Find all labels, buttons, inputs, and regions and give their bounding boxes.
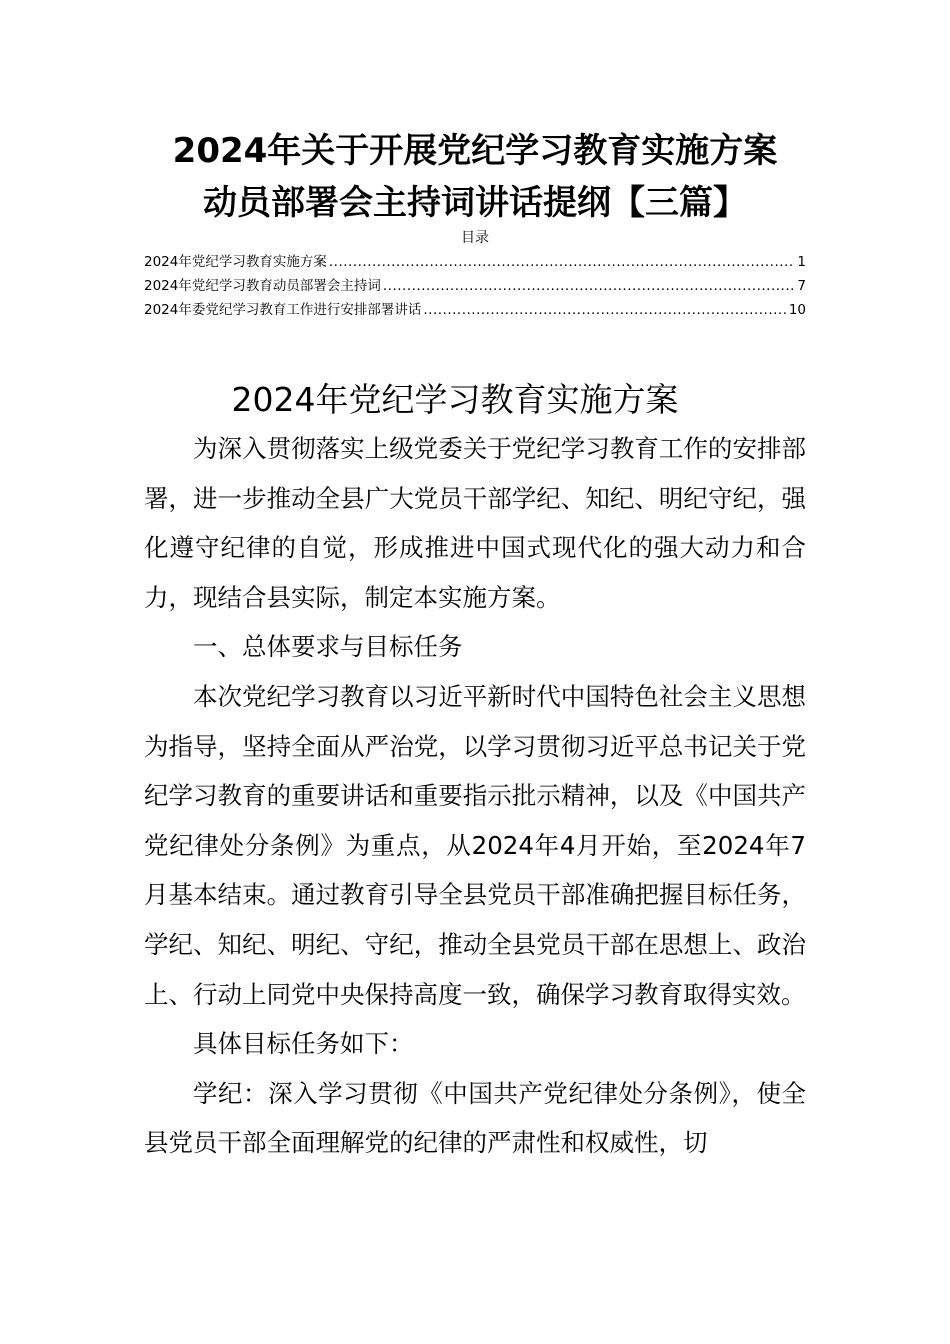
- section-title: 2024年党纪学习教育实施方案: [231, 380, 679, 419]
- body-paragraph: 本次党纪学习教育以习近平新时代中国特色社会主义思想为指导，坚持全面从严治党，以学习贯彻习近平总书记关于党纪学习教育的重要讲话和重要指示批示精神，以及《中国共产党纪律处分条例》为重点，从2024年4月开始，至2024年7月基本结束。通过教育引导全县党员干部准确把握目标任务，学纪、知纪、明纪、守纪，推动全县党员干部在思想上、政治上、行动上同党中央保持高度一致，确保学习教育取得实效。: [144, 681, 806, 1009]
- section-body: [144, 424, 806, 1168]
- toc-entry-page: 10: [788, 302, 806, 318]
- body-paragraph: 具体目标任务如下：: [193, 1029, 414, 1059]
- toc-dot-leader: [423, 299, 786, 321]
- toc-dot-leader: [329, 251, 796, 273]
- document-title-line-1: 2024年关于开展党纪学习教育实施方案: [172, 131, 778, 171]
- toc-entry[interactable]: [144, 275, 806, 299]
- toc-entry[interactable]: [144, 251, 806, 275]
- toc-heading: 目录: [461, 230, 489, 246]
- toc-entry[interactable]: [144, 299, 806, 323]
- body-paragraph: 为深入贯彻落实上级党委关于党纪学习教育工作的安排部署，进一步推动全县广大党员干部学纪、知纪、明纪守纪，强化遵守纪律的自觉，形成推进中国式现代化的强大动力和合力，现结合县实际，制定本实施方案。: [144, 434, 806, 612]
- table-of-contents: [144, 251, 806, 323]
- body-heading: 一、总体要求与目标任务: [193, 632, 463, 662]
- toc-entry-label: 2024年党纪学习教育动员部署会主持词: [144, 278, 381, 294]
- toc-entry-page: 1: [797, 254, 806, 270]
- body-paragraph: 学纪：深入学习贯彻《中国共产党纪律处分条例》，使全县党员干部全面理解党的纪律的严肃性和权威性，切: [144, 1078, 806, 1158]
- document-title-line-2: 动员部署会主持词讲话提纲【三篇】: [203, 183, 747, 223]
- toc-dot-leader: [383, 275, 796, 297]
- toc-entry-page: 7: [797, 278, 806, 294]
- toc-entry-label: 2024年党纪学习教育实施方案: [144, 254, 327, 270]
- toc-entry-label: 2024年委党纪学习教育工作进行安排部署讲话: [144, 302, 422, 318]
